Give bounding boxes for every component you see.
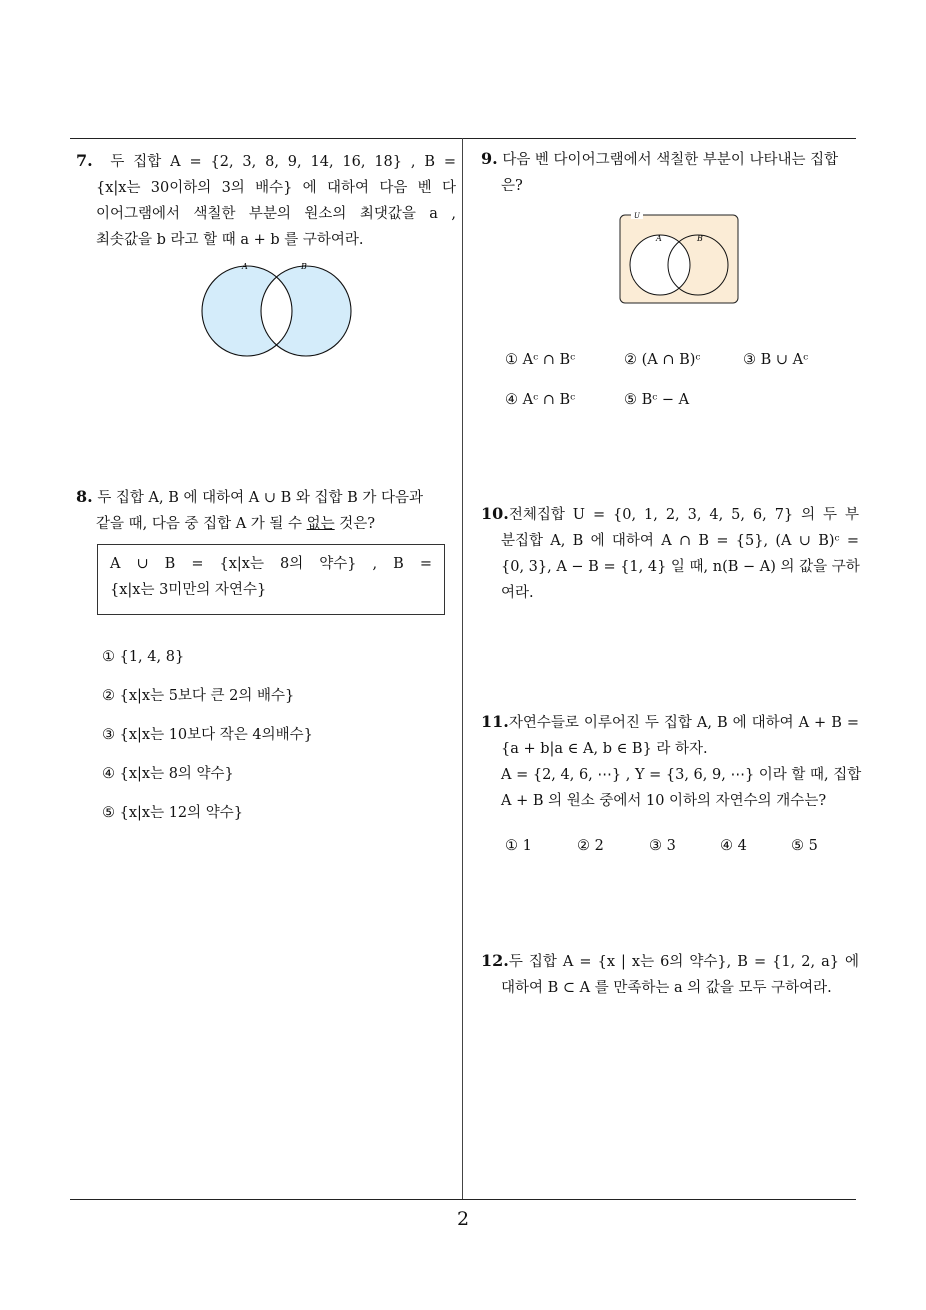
- q11-text-1: 자연수들로 이루어진 두 집합 A, B 에 대하여 A + B =: [508, 715, 859, 731]
- q9-choices-row-1: [505, 352, 808, 368]
- q11-text-2: {a + b|a ∈ A, b ∈ B} 라 하자.: [501, 741, 708, 757]
- q12-number: 12.: [481, 951, 509, 970]
- q8-text-2: [76, 511, 456, 537]
- q7-text-1: 두 집합 A = {2, 3, 8, 9, 14, 16, 18} , B =: [110, 154, 456, 170]
- q8-box-line-2: {x|x는 3미만의 자연수}: [110, 582, 267, 598]
- q7-label-b: B: [301, 262, 307, 271]
- q8-line-1: [76, 484, 456, 511]
- column-divider: [462, 138, 463, 1200]
- q9-choice-4[interactable]: ④ Aᶜ ∩ Bᶜ: [505, 392, 576, 408]
- q11-line-1: [481, 709, 859, 736]
- q9-choice-2[interactable]: ② (A ∩ B)ᶜ: [624, 352, 701, 368]
- q11-choice-4[interactable]: ④ 4: [720, 838, 747, 854]
- q10-text-1: 전체집합 U = {0, 1, 2, 3, 4, 5, 6, 7} 의 두 부: [508, 507, 859, 523]
- question-11: [481, 709, 862, 814]
- q10-text-3: {0, 3}, A − B = {1, 4} 일 때, n(B − A) 의 값을 구하: [501, 559, 860, 575]
- q8-choice-2[interactable]: ② {x|x는 5보다 큰 2의 배수}: [102, 688, 295, 704]
- q8-choice-1[interactable]: ① {1, 4, 8}: [102, 649, 185, 665]
- q9-line-1: [481, 146, 859, 173]
- q7-number: 7.: [76, 151, 93, 170]
- question-10: [481, 501, 859, 606]
- q8-text-2c: 것은?: [334, 516, 376, 532]
- q11-choices: [505, 838, 818, 854]
- q8-choices: [102, 638, 313, 833]
- q7-text-2: {x|x는 30이하의 3의 배수} 에 대하여 다음 벤 다: [96, 180, 456, 196]
- page-number: 2: [456, 1208, 470, 1230]
- q10-text-4: 여라.: [501, 585, 534, 601]
- q8-number: 8.: [76, 487, 93, 506]
- q7-text-4: 최솟값을 b 라고 할 때 a + b 를 구하여라.: [96, 232, 364, 248]
- q8-choice-5[interactable]: ⑤ {x|x는 12의 약수}: [102, 805, 243, 821]
- q11-text-4: A + B 의 원소 중에서 10 이하의 자연수의 개수는?: [501, 793, 827, 809]
- q8-choice-4[interactable]: ④ {x|x는 8의 약수}: [102, 766, 234, 782]
- q12-text-2: 대하여 B ⊂ A 를 만족하는 a 의 값을 모두 구하여라.: [501, 980, 832, 996]
- question-12: [481, 948, 859, 1001]
- q8-text-1: 두 집합 A, B 에 대하여 A ∪ B 와 집합 B 가 다음과: [97, 490, 423, 506]
- q10-line-1: [481, 501, 859, 528]
- q11-choice-2[interactable]: ② 2: [577, 838, 604, 854]
- q11-number: 11.: [481, 712, 509, 731]
- q11-text-3: A = {2, 4, 6, ⋯} , Y = {3, 6, 9, ⋯} 이라 할 때, 집합: [501, 767, 862, 783]
- q11-choice-3[interactable]: ③ 3: [649, 838, 676, 854]
- bottom-rule: [70, 1199, 856, 1200]
- q9-label-a: A: [656, 234, 662, 243]
- q9-text-1: 다음 벤 다이어그램에서 색칠한 부분이 나타내는 집합: [502, 152, 839, 168]
- q9-choice-5[interactable]: ⑤ Bᶜ − A: [624, 392, 690, 408]
- q9-text-2: 은?: [501, 178, 523, 194]
- q8-choice-3[interactable]: ③ {x|x는 10보다 작은 4의배수}: [102, 727, 313, 743]
- q12-text-1: 두 집합 A = {x | x는 6의 약수}, B = {1, 2, a} 에: [508, 954, 859, 970]
- q9-number: 9.: [481, 149, 498, 168]
- q11-choice-1[interactable]: ① 1: [505, 838, 532, 854]
- q9-choice-3[interactable]: ③ B ∪ Aᶜ: [743, 352, 809, 368]
- q8-text-2a: 같을 때, 다음 중 집합 A 가 될 수: [96, 516, 307, 532]
- q9-label-b: B: [697, 234, 703, 243]
- top-rule: [70, 138, 856, 139]
- q7-label-a: A: [242, 262, 248, 271]
- q10-text-2: 분집합 A, B 에 대하여 A ∩ B = {5}, (A ∪ B)ᶜ =: [501, 533, 859, 549]
- q9-choices-row-2: [505, 392, 689, 408]
- q7-line-1: [76, 148, 456, 175]
- q9-choice-1[interactable]: ① Aᶜ ∩ Bᶜ: [505, 352, 576, 368]
- q10-number: 10.: [481, 504, 509, 523]
- question-8: [76, 484, 456, 537]
- q8-box-line-1: A ∪ B = {x|x는 8의 약수} , B =: [110, 556, 432, 572]
- question-9: [481, 146, 859, 199]
- q7-venn-diagram: [195, 258, 360, 363]
- q9-label-u: U: [634, 212, 640, 220]
- q8-text-2-underline: 없는: [306, 516, 335, 532]
- q11-choice-5[interactable]: ⑤ 5: [791, 838, 818, 854]
- q12-line-1: [481, 948, 859, 975]
- q9-venn-diagram: [618, 209, 742, 307]
- q7-text-3: 이어그램에서 색칠한 부분의 원소의 최댓값을 a ,: [96, 206, 456, 222]
- q8-condition-box: [97, 544, 445, 615]
- question-7: [76, 148, 456, 253]
